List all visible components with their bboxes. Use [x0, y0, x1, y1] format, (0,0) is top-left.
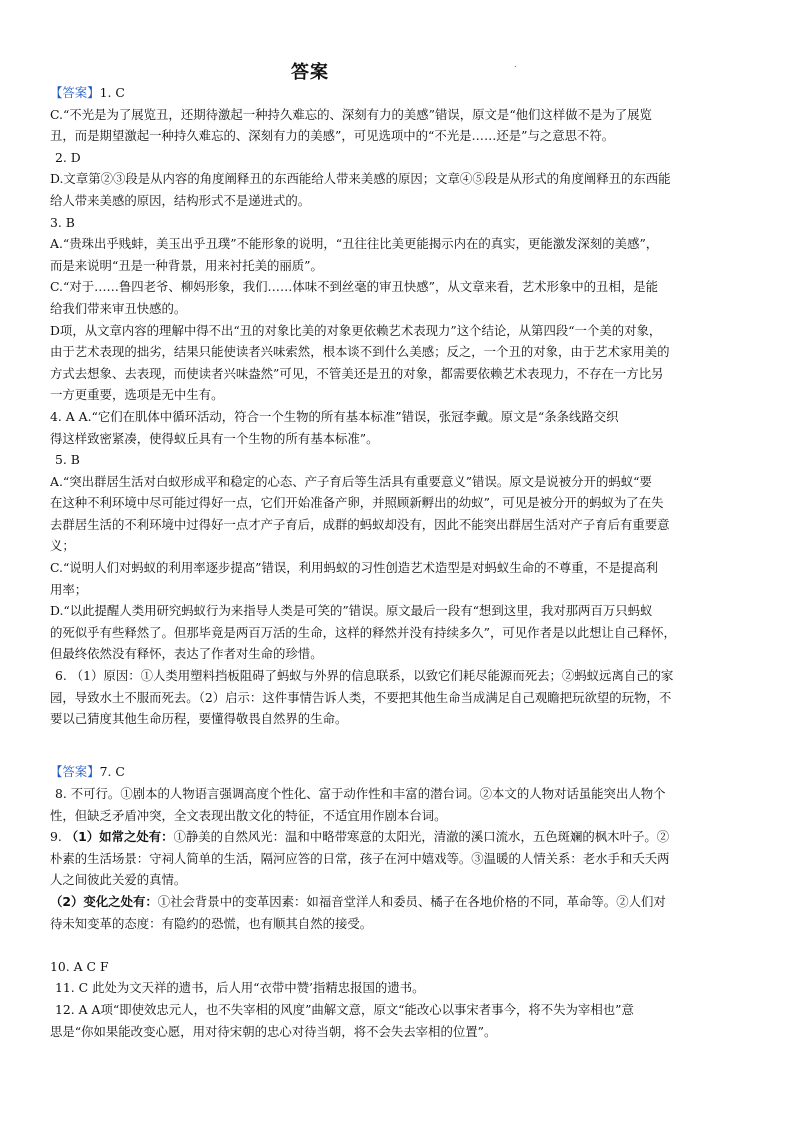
answer-3-line: 给我们带来审丑快感的。: [50, 300, 187, 316]
answer-8-line: 性，但缺乏矛盾冲突，全文表现出散文化的特征，不适宜用作剧本台词。: [50, 807, 447, 823]
section-gap: [50, 751, 750, 761]
answer-3-line: D项，从文章内容的理解中得不出“丑的对象比美的对象更依赖艺术表现力”这个结论，从第四段“一个美的对象，: [50, 322, 662, 338]
answer-5-line: 但最终依然没有释怀，表达了作者对生命的珍惜。: [50, 646, 323, 662]
answer-9-line: （2）变化之处有：①社会背景中的变革因素：如福音堂洋人和委员、橘子在各地价格的不同，革命等。②人们对: [50, 893, 666, 909]
answer-8-line: 8. 不可行。①剧本的人物语言强调高度个性化、富于动作性和丰富的潜台词。②本文的人物对话虽能突出人物个: [55, 786, 666, 801]
answer-5-line: A.“突出群居生活对白蚁形成平和稳定的心态、产子育后等生活具有重要意义”错误。原文是说被分开的蚂蚁“要: [50, 473, 652, 489]
answer-6-line: 要以己猜度其他生命历程，要懂得敬畏自然界的生命。: [50, 711, 348, 727]
answer-3-head: 3. B: [50, 214, 75, 230]
answer-5-line: 义；: [50, 538, 75, 554]
answer-6-line: 6. （1）原因：①人类用塑料挡板阻碍了蚂蚁与外界的信息联系，以致它们耗尽能源而死去；②蚂蚁远离自己的家: [55, 668, 674, 684]
section-gap: [50, 730, 750, 752]
answer-7-head: 【答案】7. C: [50, 764, 125, 780]
answer-3-line: 方式去想象、去表现，而使读者兴味盎然”可见，不管美还是丑的对象，都需要依赖艺术表现力，不存在一方比另: [50, 365, 664, 381]
answer-5-line: C.“说明人们对蚂蚁的利用率逐步提高”错误，利用蚂蚁的习性创造艺术造型是对蚂蚁生命的不尊重，不是提高利: [50, 560, 659, 576]
answer-4-line: 得这样致密紧凑，使得蚁丘具有一个生物的所有基本标准”。: [50, 430, 379, 446]
answer-9-line: 人之间彼此关爱的真情。: [50, 872, 187, 888]
section-gap: [50, 934, 750, 956]
answer-2-line: 给人带来美感的原因，结构形式不是递进式的。: [50, 192, 311, 208]
answer-1-line: C.“不光是为了展览丑，还期待激起一种持久难忘的、深刻有力的美感”错误，原文是“他们这样做不是为了展览: [50, 106, 652, 122]
answer-9-heading: （2）变化之处有：: [50, 893, 158, 909]
answer-5-head: 5. B: [55, 452, 80, 468]
answer-5-line: 的死似乎有些释然了。但那毕竟是两百万活的生命，这样的释然并没有持续多久”，可见作者是以此想让自己释怀，: [50, 624, 676, 640]
answer-3-line: A.“贵珠出乎贱蚌，美玉出乎丑璞”不能形象的说明，“丑往往比美更能揭示内在的真实，更能激发深刻的美感”，: [50, 236, 659, 252]
answer-5-line: 在这种不利环境中尽可能过得好一点，它们开始准备产卵，并照顾新孵出的幼蚁”，可见是被分开的蚂蚁为了在失: [50, 495, 664, 511]
answer-9-line: 待未知变革的态度：有隐约的恐慌，也有顺其自然的接受。: [50, 915, 373, 931]
answer-3-line: 由于艺术表现的拙劣，结果只能使读者兴味索然，根本谈不到什么美感；反之，一个丑的对象，由于艺术家用美的: [50, 344, 670, 360]
answer-11-line: 11. C 此处为文天祥的遗书，后人用“衣带中赞’指精忠报国的遗书。: [55, 980, 425, 996]
answer-5-line: D.“以此提醒人类用研究蚂蚁行为来指导人类是可笑的”错误。原文最后一段有“想到这里，我对那两百万只蚂蚁: [50, 603, 653, 619]
answer-5-line: 去群居生活的不利环境中过得好一点才产子育后，成群的蚂蚁却没有，因此不能突出群居生活对产子育后有重要意: [50, 516, 670, 532]
answer-12-line: 12. A A项“即使效忠元人，也不失宰相的风度”曲解文意，原文“能改心以事宋者事今，将不失为宰相也”意: [55, 1001, 634, 1017]
answer-3-line: 而是来说明“丑是一种背景，用来衬托美的丽质”。: [50, 257, 323, 273]
answer-1-head: 【答案】1. C: [50, 85, 125, 100]
answer-9-line: 朴素的生活场景：守祠人简单的生活，隔河应答的日常，孩子在河中嬉戏等。③温暖的人情关系：老水手和夭夭两: [50, 850, 670, 866]
answer-10-line: 10. A C F: [50, 958, 109, 974]
answer-1-line: 丑，而是期望激起一种持久难忘的、深刻有力的美感”，可见选项中的“不光是……还是”与之意思不符。: [50, 128, 615, 144]
answer-3-line: 一方更重要，选项是无中生有。: [50, 387, 224, 403]
answer-4-line: 4. A A.“它们在肌体中循环活动，符合一个生物的所有基本标准”错误，张冠李戴。原文是“条条线路交织: [50, 408, 619, 424]
answer-9-line: 9. （1）如常之处有：①静美的自然风光：温和中略带寒意的太阳光，清澈的溪口流水，五色斑斓的枫木叶子。②: [50, 829, 670, 845]
answer-12-line: 思是“你如果能改变心愿，用对待宋朝的忠心对待当朝，将不会失去宰相的位置”。: [50, 1023, 497, 1039]
page-title: 答案: [291, 62, 329, 83]
answer-3-line: C.“对于……鲁四老爷、柳妈形象，我们……体味不到丝毫的审丑快感”，从文章来看，艺术形象中的丑相，是能: [50, 279, 659, 295]
answer-content: [50, 82, 750, 1042]
answer-2-head: 2. D: [55, 149, 81, 165]
answer-9-heading: （1）如常之处有：: [65, 829, 174, 845]
answer-tag: 【答案】: [50, 764, 100, 780]
answer-tag: 【答案】: [50, 85, 100, 100]
answer-6-line: 园，导致水土不服而死去。（2）启示：这件事情告诉人类，不要把其他生命当成满足自己观瞻把玩欲望的玩物，不: [50, 689, 672, 705]
answer-2-line: D.文章第②③段是从内容的角度阐释丑的东西能给人带来美感的原因；文章④⑤段是从形式的角度阐释丑的东西能: [50, 171, 671, 187]
answer-5-line: 用率；: [50, 581, 88, 597]
stray-dot: .: [514, 60, 517, 69]
